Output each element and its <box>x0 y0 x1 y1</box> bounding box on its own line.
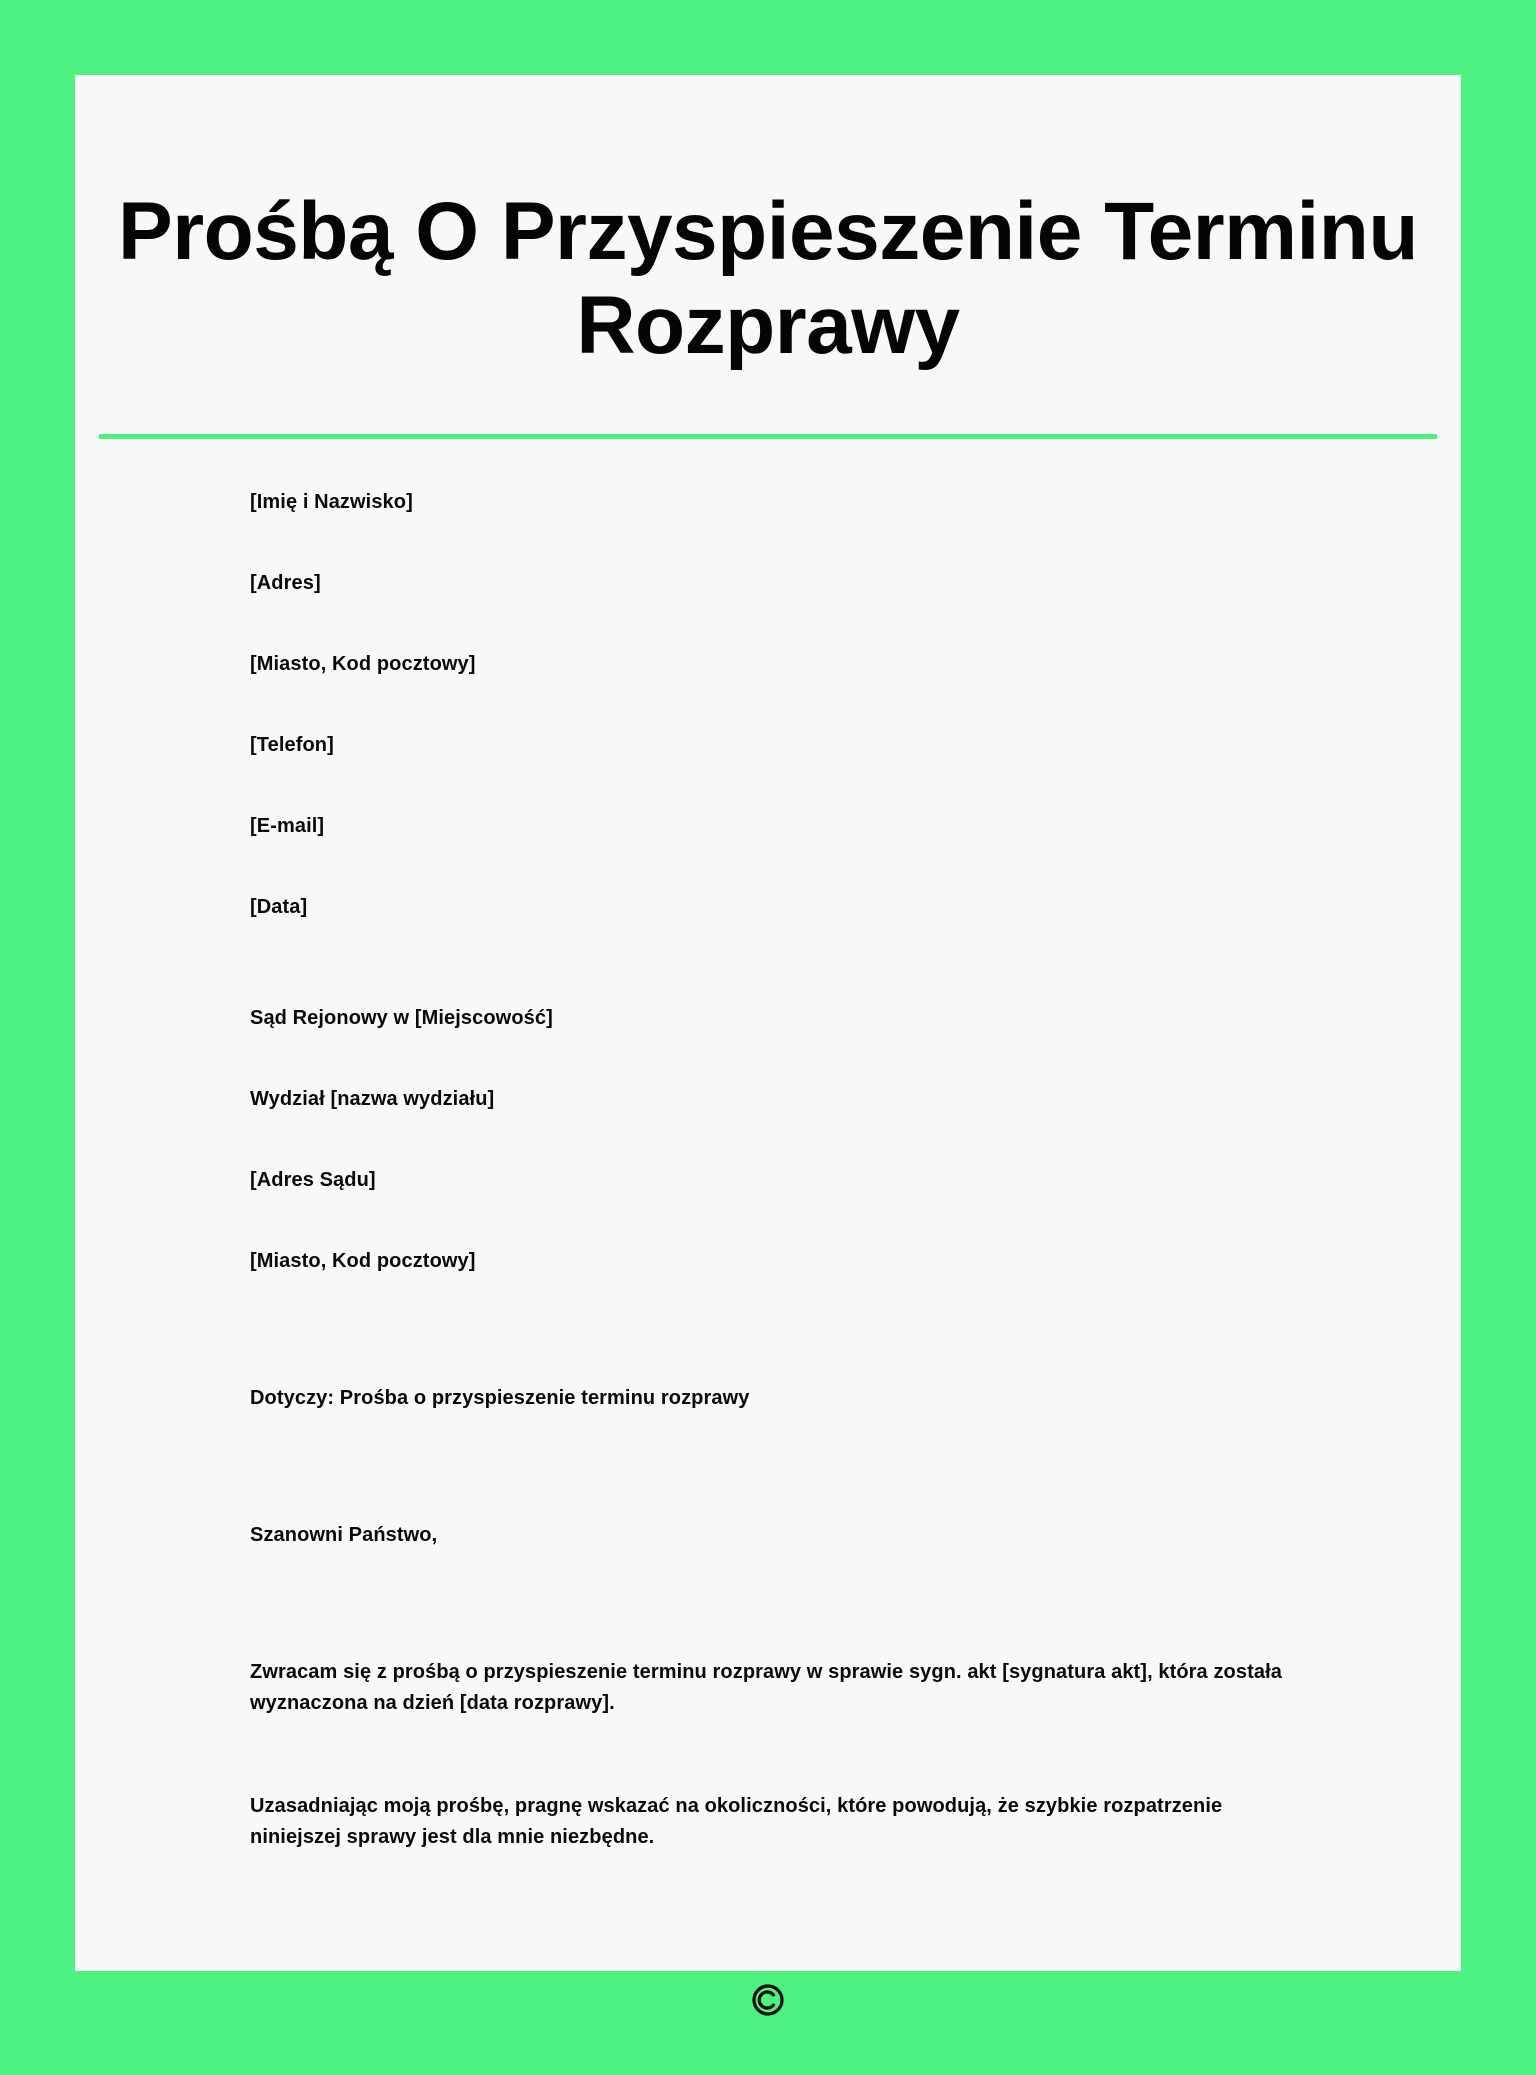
subject-line: Dotyczy: Prośba o przyspieszenie terminu rozprawy <box>250 1386 750 1409</box>
recipient-address-line: [Adres Sądu] <box>250 1168 376 1191</box>
sender-email-line: [E-mail] <box>250 814 325 837</box>
recipient-division-line: Wydział [nazwa wydziału] <box>250 1087 495 1110</box>
salutation-line: Szanowni Państwo, <box>250 1523 438 1546</box>
copyright-icon <box>751 1983 785 2017</box>
recipient-city-line: [Miasto, Kod pocztowy] <box>250 1249 476 1272</box>
sender-date-line: [Data] <box>250 895 308 918</box>
sender-name-line: [Imię i Nazwisko] <box>250 490 413 513</box>
block-spacer <box>75 1601 1461 1631</box>
recipient-court-line: Sąd Rejonowy w [Miejscowość] <box>250 1006 553 1029</box>
sender-city-line: [Miasto, Kod pocztowy] <box>250 652 476 675</box>
document-header <box>75 75 1461 439</box>
body-paragraph-1: Zwracam się z prośbą o przyspieszenie terminu rozprawy w sprawie sygn. akt [sygnatura akt], która została wyznaczona na dzień [data rozprawy]. <box>250 1660 1282 1714</box>
block-spacer <box>75 973 1461 1003</box>
block-spacer <box>75 1464 1461 1494</box>
body-paragraph-2: Uzasadniając moją prośbę, pragnę wskazać na okoliczności, które powodują, że szybkie rozpatrzenie niniejszej sprawy jest dla mnie niezbędne. <box>250 1794 1223 1848</box>
page-title: Prośbą O Przyspieszenie Terminu Rozprawy <box>118 186 1418 372</box>
sender-address-line: [Adres] <box>250 571 321 594</box>
recipient-address-block <box>75 1003 1461 1277</box>
sender-phone-line: [Telefon] <box>250 733 334 756</box>
document-footer <box>75 1925 1461 2075</box>
sender-address-block <box>75 487 1461 923</box>
block-spacer <box>75 1327 1461 1357</box>
document-card <box>75 75 1461 1971</box>
salutation-block <box>75 1520 1461 1551</box>
document-body <box>75 439 1461 1925</box>
subject-block <box>75 1383 1461 1414</box>
letter-content-block <box>75 1657 1461 1853</box>
